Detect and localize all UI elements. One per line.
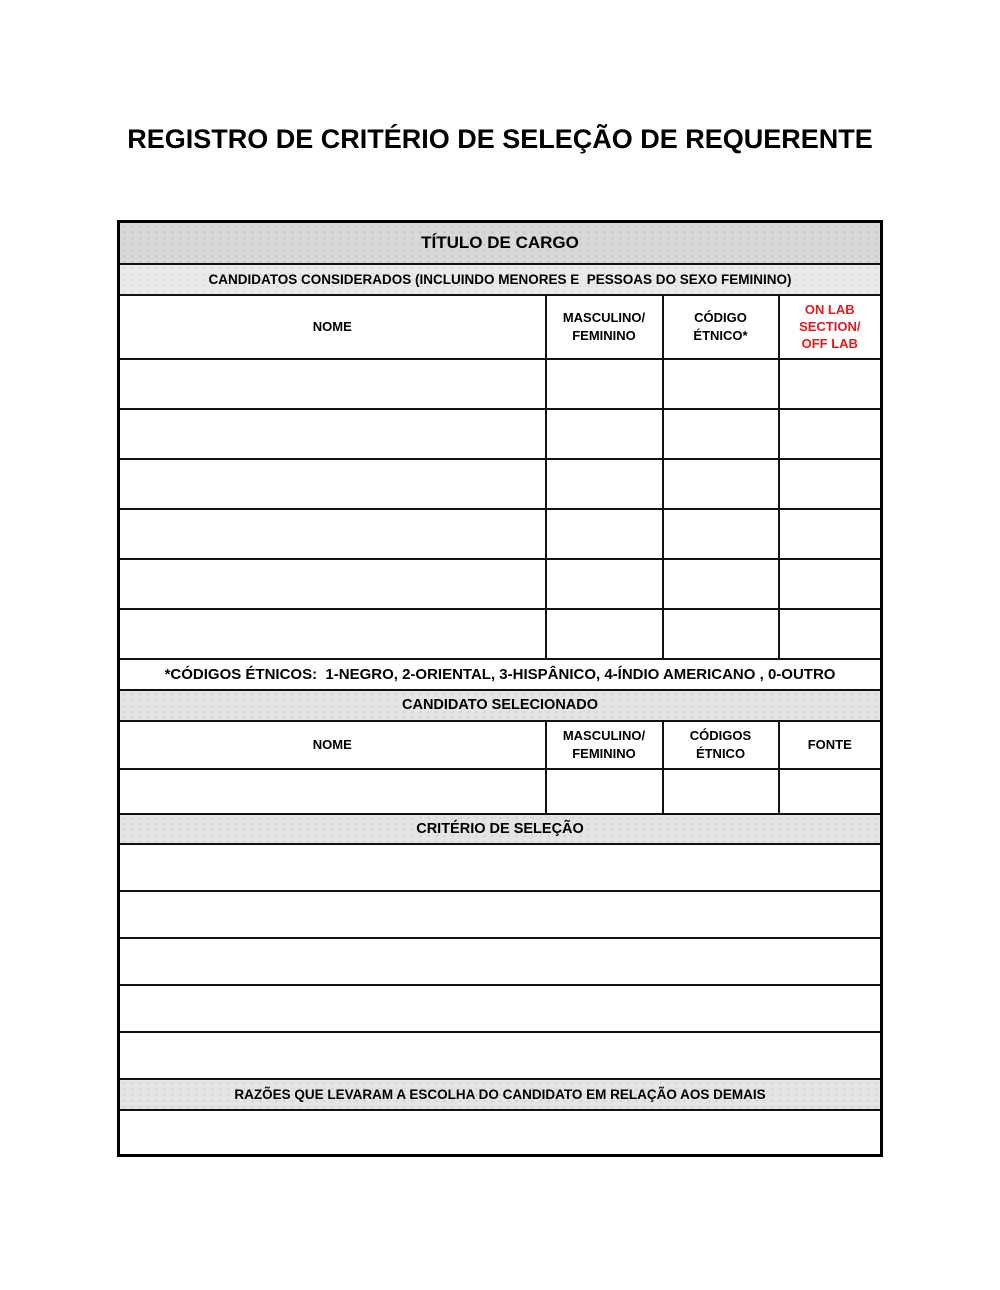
reasons-header: RAZÕES QUE LEVARAM A ESCOLHA DO CANDIDATO EM RELAÇÃO AOS DEMAIS [119,1079,882,1110]
selected-candidate-header-row [119,690,882,721]
column-header-name-label: NOME [312,318,352,334]
lab-label-line3: OFF LAB [801,336,858,352]
candidate-name-cell [119,409,546,459]
job-title-header-row [119,222,882,264]
selected-column-header-source [779,721,882,769]
candidate-name-cell [119,609,546,659]
ethnic-label-line1: CÓDIGO [694,310,747,326]
criteria-row [119,985,882,1032]
selection-criteria-header-row [119,814,882,844]
candidate-gender-cell [546,409,663,459]
candidate-gender-cell [546,559,663,609]
selected-source-label: FONTE [807,736,852,752]
candidate-lab-cell [779,509,882,559]
criteria-cell [119,844,882,891]
criteria-row [119,938,882,985]
selected-candidate-column-header-row [119,721,882,769]
selected-ethnic-label-line1: CÓDIGOS [689,728,752,744]
candidates-column-header-row [119,295,882,359]
candidate-gender-cell [546,509,663,559]
criteria-row [119,1032,882,1079]
selected-ethnic-cell [663,769,779,814]
candidate-name-cell [119,459,546,509]
candidate-row [119,559,882,609]
candidate-row [119,459,882,509]
criteria-row [119,844,882,891]
candidate-ethnic-cell [663,609,779,659]
selected-candidate-row [119,769,882,814]
candidates-considered-header-row [119,264,882,295]
lab-label-line2: SECTION/ [799,318,861,334]
selected-name-label: NOME [312,736,352,752]
reasons-header-row [119,1079,882,1110]
candidate-lab-cell [779,359,882,409]
candidate-name-cell [119,359,546,409]
selected-source-cell [779,769,882,814]
gender-label-line1: MASCULINO/ [562,310,646,326]
selected-column-header-ethnic [663,721,779,769]
criteria-cell [119,1032,882,1079]
selected-gender-label-line2: FEMININO [572,745,636,761]
candidate-ethnic-cell [663,459,779,509]
candidate-ethnic-cell [663,509,779,559]
gender-label-line2: FEMININO [572,327,636,343]
candidate-gender-cell [546,459,663,509]
candidate-lab-cell [779,559,882,609]
criteria-cell [119,938,882,985]
candidate-ethnic-cell [663,559,779,609]
criteria-cell [119,985,882,1032]
candidate-gender-cell [546,609,663,659]
selected-column-header-gender [546,721,663,769]
ethnic-label-line2: ÉTNICO* [693,327,748,343]
candidate-gender-cell [546,359,663,409]
candidate-row [119,359,882,409]
candidate-ethnic-cell [663,409,779,459]
selected-ethnic-label-line2: ÉTNICO [695,745,746,761]
job-title-header: TÍTULO DE CARGO [119,222,882,264]
candidate-row [119,409,882,459]
column-header-name [119,295,546,359]
criteria-row [119,891,882,938]
candidate-lab-cell [779,409,882,459]
candidate-name-cell [119,509,546,559]
selected-gender-label-line1: MASCULINO/ [562,728,646,744]
reasons-cell [119,1110,882,1156]
candidate-row [119,609,882,659]
selected-name-cell [119,769,546,814]
candidate-row [119,509,882,559]
selected-candidate-header: CANDIDATO SELECIONADO [119,690,882,721]
column-header-lab-section [779,295,882,359]
selected-column-header-name [119,721,546,769]
ethnic-codes-footnote-row [119,659,882,690]
candidate-name-cell [119,559,546,609]
criteria-cell [119,891,882,938]
column-header-ethnic-code [663,295,779,359]
ethnic-codes-footnote: *CÓDIGOS ÉTNICOS: 1-NEGRO, 2-ORIENTAL, 3-HISPÂNICO, 4-ÍNDIO AMERICANO , 0-OUTRO [119,659,882,690]
reasons-row [119,1110,882,1156]
lab-label-line1: ON LAB [804,301,855,317]
candidate-ethnic-cell [663,359,779,409]
selected-gender-cell [546,769,663,814]
candidate-lab-cell [779,609,882,659]
page-title: REGISTRO DE CRITÉRIO DE SELEÇÃO DE REQUERENTE [127,124,873,154]
candidate-lab-cell [779,459,882,509]
candidates-considered-header: CANDIDATOS CONSIDERADOS (INCLUINDO MENORES E PESSOAS DO SEXO FEMININO) [119,264,882,295]
column-header-gender [546,295,663,359]
selection-criteria-form-table [117,220,883,1157]
selection-criteria-header: CRITÉRIO DE SELEÇÃO [119,814,882,844]
